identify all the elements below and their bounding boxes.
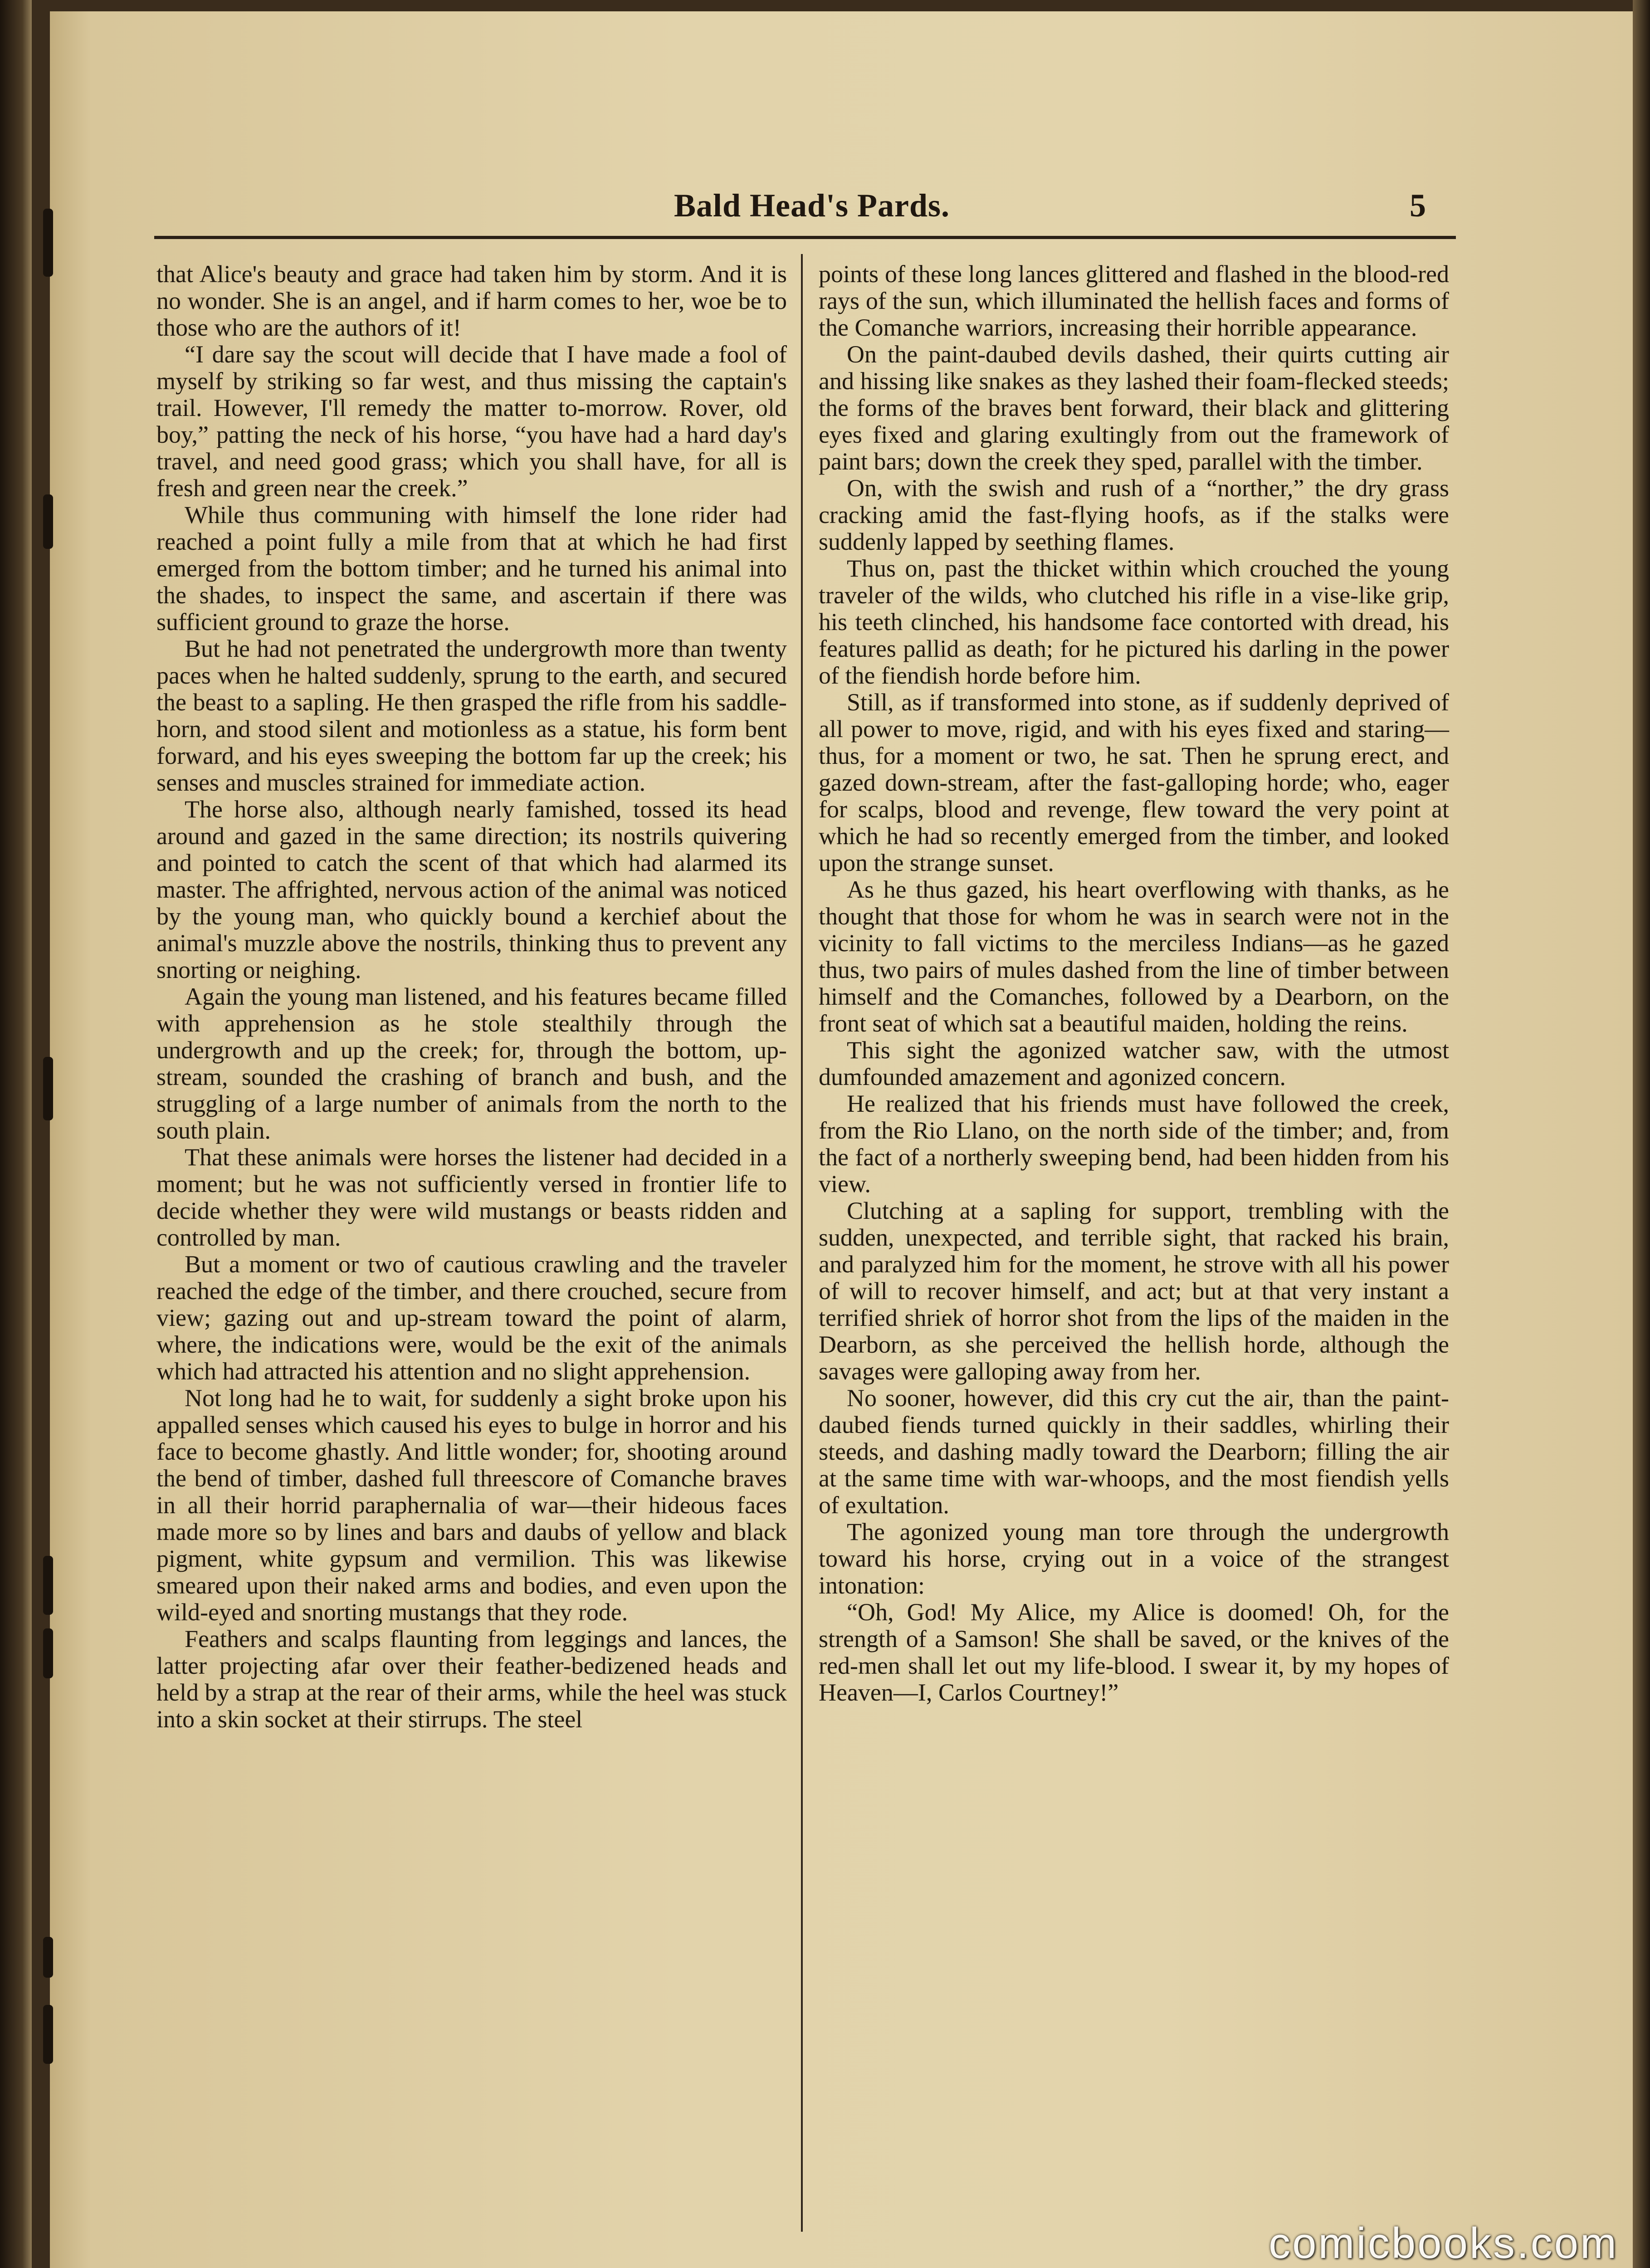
paragraph: Again the young man listened, and his features became filled with apprehension as he stole stealthily through the undergrowth and up the creek; for, through the bottom, up-stream, sounded the crashing of branch and bush, and the struggling of a large number of animals from the north to the south plain. bbox=[156, 983, 787, 1144]
running-title: Bald Head's Pards. bbox=[674, 187, 950, 224]
paragraph: While thus communing with himself the lone rider had reached a point fully a mile from that at which he had first emerged from the bottom timber; and he turned his animal into the shades, to inspect the same, and ascertain if there was sufficient ground to graze the horse. bbox=[156, 501, 787, 635]
paragraph: that Alice's beauty and grace had taken him by storm. And it is no wonder. She is an angel, and if harm comes to her, woe be to those who are the authors of it! bbox=[156, 260, 787, 341]
paragraph: But a moment or two of cautious crawling and the traveler reached the edge of the timber, and there crouched, secure from view; gazing out and up-stream toward the point of alarm, where, the indications were, would be the exit of the animals which had attracted his attention and no slight apprehension. bbox=[156, 1251, 787, 1385]
paragraph: This sight the agonized watcher saw, with the utmost dumfounded amazement and agonized concern. bbox=[819, 1036, 1449, 1090]
binding-thread-mark bbox=[43, 1057, 53, 1120]
paragraph: On the paint-daubed devils dashed, their quirts cutting air and hissing like snakes as they lashed their foam-flecked steeds; the forms of the braves bent forward, their black and glittering eyes fixed and glaring exultingly from out the framework of paint bars; down the creek they sped, parallel with the timber. bbox=[819, 341, 1449, 475]
paragraph: The agonized young man tore through the undergrowth toward his horse, crying out in a voice of the strangest intonation: bbox=[819, 1518, 1449, 1599]
binding-thread-mark bbox=[43, 494, 53, 549]
page-edge-shadow bbox=[1633, 0, 1650, 2268]
paragraph: That these animals were horses the listener had decided in a moment; but he was not sufficiently versed in frontier life to decide whether they were wild mustangs or beasts ridden and controlled by man. bbox=[156, 1144, 787, 1251]
paragraph: The horse also, although nearly famished, tossed its head around and gazed in the same direction; its nostrils quivering and pointed to catch the scent of that which had alarmed its master. The affrighted, nervous action of the animal was noticed by the young man, who quickly bound a kerchief about the animal's muzzle above the nostrils, thinking thus to prevent any snorting or neighing. bbox=[156, 796, 787, 983]
page-number: 5 bbox=[1410, 187, 1426, 224]
paragraph: Feathers and scalps flaunting from leggings and lances, the latter projecting afar over their feather-bedizened heads and held by a strap at the rear of their arms, while the heel was stuck into a skin socket at their stirrups. The steel bbox=[156, 1625, 787, 1733]
paragraph: He realized that his friends must have followed the creek, from the Rio Llano, on the north side of the timber; and, from the fact of a northerly sweeping bend, had been hidden from his view. bbox=[819, 1090, 1449, 1198]
paragraph: points of these long lances glittered and flashed in the blood-red rays of the sun, which illuminated the hellish faces and forms of the Comanche warriors, increasing their horrible appearance. bbox=[819, 260, 1449, 341]
binding-gutter bbox=[0, 0, 32, 2268]
paragraph: Thus on, past the thicket within which crouched the young traveler of the wilds, who clutched his rifle in a vise-like grip, his teeth clinched, his handsome face contorted with dread, his features pallid as death; for he pictured his darling in the power of the fiendish horde before him. bbox=[819, 555, 1449, 689]
binding-thread-mark bbox=[43, 2005, 53, 2064]
paragraph: “I dare say the scout will decide that I have made a fool of myself by striking so far west, and thus missing the captain's trail. However, I'll remedy the matter to-morrow. Rover, old boy,” patting the neck of his horse, “you have had a hard day's travel, and need good grass; which you shall have, for all is fresh and green near the creek.” bbox=[156, 341, 787, 502]
left-text-column bbox=[156, 261, 787, 1733]
paragraph: Clutching at a sapling for support, trembling with the sudden, unexpected, and terrible sight, that racked his brain, and paralyzed him for the moment, he strove with all his power of will to recover himself, and act; but at that very instant a terrified shriek of horror shot from the lips of the maiden in the Dearborn, as she perceived the hellish horde, although the savages were galloping away from her. bbox=[819, 1197, 1449, 1385]
paragraph: “Oh, God! My Alice, my Alice is doomed! Oh, for the strength of a Samson! She shall be saved, or the knives of the red-men shall let out my life-blood. I swear it, by my hopes of Heaven—I, Carlos Courtney!” bbox=[819, 1598, 1449, 1706]
right-text-column bbox=[819, 261, 1449, 1706]
binding-thread-mark bbox=[43, 1556, 53, 1615]
column-divider bbox=[801, 254, 803, 2232]
header-rule bbox=[154, 236, 1456, 239]
binding-thread-mark bbox=[43, 1628, 53, 1678]
paragraph: On, with the swish and rush of a “norther,” the dry grass cracking amid the fast-flying hoofs, as if the stalks were suddenly lapped by seething flames. bbox=[819, 474, 1449, 555]
paragraph: Not long had he to wait, for suddenly a sight broke upon his appalled senses which caused his eyes to bulge in horror and his face to become ghastly. And little wonder; for, shooting around the bend of timber, dashed full threescore of Comanche braves in all their horrid paraphernalia of war—their hideous faces made more so by lines and bars and daubs of yellow and black pigment, white gypsum and vermilion. This was likewise smeared upon their naked arms and bodies, and even upon the wild-eyed and snorting mustangs that they rode. bbox=[156, 1384, 787, 1626]
paragraph: Still, as if transformed into stone, as if suddenly deprived of all power to move, rigid, and with his eyes fixed and staring—thus, for a moment or two, he sat. Then he sprung erect, and gazed down-stream, after the fast-galloping horde; who, eager for scalps, blood and revenge, flew toward the very point at which he had so recently emerged from the timber, and looked upon the strange sunset. bbox=[819, 689, 1449, 876]
paragraph: As he thus gazed, his heart overflowing with thanks, as he thought that those for whom he was in search were not in the vicinity to fall victims to the merciless Indians—as he gazed thus, two pairs of mules dashed from the line of timber between himself and the Comanches, followed by a Dearborn, on the front seat of which sat a beautiful maiden, holding the reins. bbox=[819, 876, 1449, 1037]
binding-thread-mark bbox=[43, 209, 53, 277]
paragraph: No sooner, however, did this cry cut the air, than the paint-daubed fiends turned quickly in their saddles, whirling their steeds, and dashing madly toward the Dearborn; filling the air at the same time with war-whoops, and the most fiendish yells of exultation. bbox=[819, 1384, 1449, 1519]
binding-thread-mark bbox=[43, 1937, 53, 1978]
paragraph: But he had not penetrated the undergrowth more than twenty paces when he halted suddenly, sprung to the earth, and secured the beast to a sapling. He then grasped the rifle from his saddle-horn, and stood silent and motionless as a statue, his form bent forward, and his eyes sweeping the bottom far up the creek; his senses and muscles strained for immediate action. bbox=[156, 635, 787, 796]
site-watermark: comicbooks.com bbox=[1269, 2219, 1618, 2268]
